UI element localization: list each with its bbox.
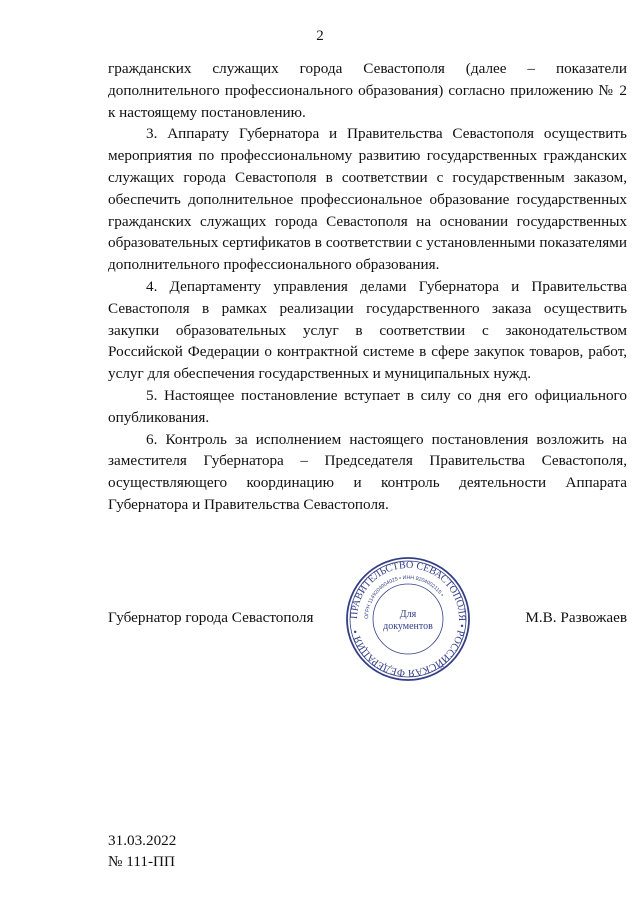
paragraph-3: 3. Аппарату Губернатора и Правительства Севастополя осуществить мероприятия по профессиональному развитию государственных гражданских служащих города Севастополя в соответствии с государственным заказом, обеспечить дополнительное профессиональное образование государственных гражданских служащих города Севастополя на основании государственных образовательных сертификатов в соответствии с установленными показателями дополнительного профессионального образования. [108, 125, 627, 274]
page-number: 2 [316, 28, 324, 44]
paragraph-4: 4. Департаменту управления делами Губернатора и Правительства Севастополя в рамках реализации государственного заказа осуществить закупки образовательных услуг в соответствии с законодательством Российской Федерации о контрактной системе в сфере закупок товаров, работ, услуг для обеспечения государственных и муниципальных нужд. [108, 277, 627, 383]
seal-center-text-2: документов [383, 621, 433, 632]
paragraph-5: 5. Настоящее постановление вступает в силу со дня его официального опубликования. [108, 386, 627, 426]
seal-center-text-1: Для [399, 609, 417, 620]
seal-outer-text: ПРАВИТЕЛЬСТВО СЕВАСТОПОЛЯ • РОССИЙСКАЯ ФЕДЕРАЦИЯ • [348, 559, 468, 679]
signatory-position: Губернатор города Севастополя [108, 609, 314, 626]
official-seal-stamp [344, 555, 472, 683]
seal-inner-text: ОГРН 1149204004025 • ИНН 9204002115 • [363, 574, 445, 620]
signatory-name: М.В. Развожаев [525, 609, 627, 626]
document-body [108, 58, 627, 516]
paragraph-6: 6. Контроль за исполнением настоящего постановления возложить на заместителя Губернатора – Председателя Правительства Севастополя, осуществляющего координацию и контроль деятельности Аппарата Губернатора и Правительства Севастополя. [108, 430, 627, 513]
paragraph-continuation: гражданских служащих города Севастополя (далее – показатели дополнительного профессионального образования) согласно приложению № 2 к настоящему постановлению. [108, 60, 627, 121]
document-date: 31.03.2022 [108, 832, 177, 849]
document-date-block [108, 830, 176, 872]
document-number: № 111-ПП [108, 853, 175, 870]
